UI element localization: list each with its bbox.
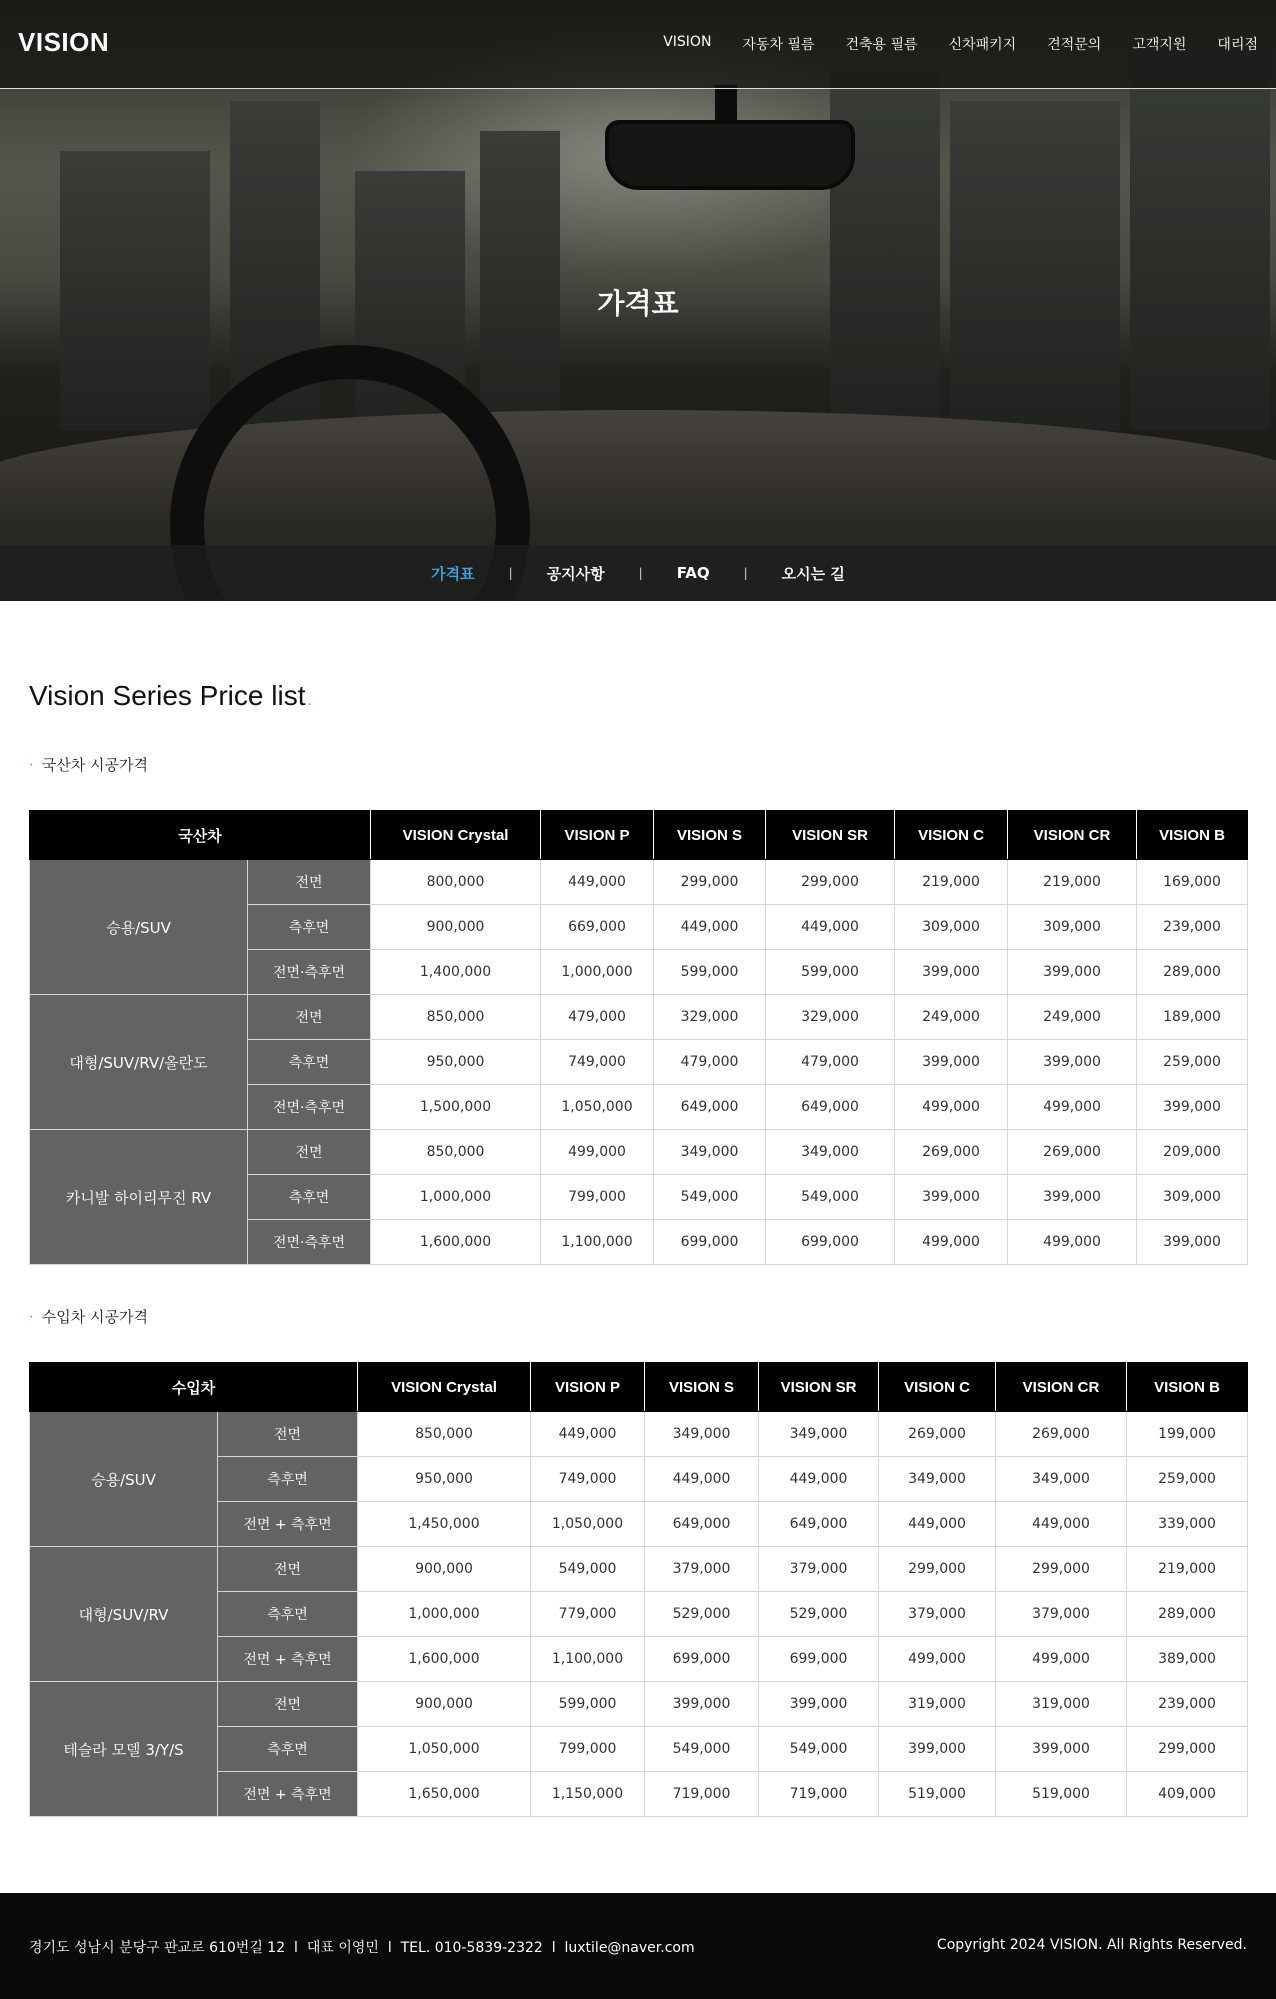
domestic-section-label [29,754,148,775]
price-cell: 339,000 [1127,1502,1248,1547]
vehicle-group-cell: 카니발 하이리무진 RV [30,1130,248,1265]
window-type-cell: 측후면 [218,1592,358,1637]
bullet-icon: · [29,756,34,774]
price-cell: 499,000 [996,1637,1127,1682]
nav-item-vision[interactable]: VISION [663,34,712,50]
nav-item-dealer[interactable]: 대리점 [1217,37,1258,53]
price-cell: 1,050,000 [541,1085,654,1130]
price-cell: 319,000 [879,1682,996,1727]
price-cell: 399,000 [1008,1175,1137,1220]
price-cell: 479,000 [654,1040,766,1085]
subnav-separator: | [743,566,748,580]
price-cell: 549,000 [654,1175,766,1220]
price-cell: 379,000 [879,1592,996,1637]
subnav-price-list[interactable]: 가격표 [431,564,475,583]
price-cell: 599,000 [654,950,766,995]
table-row [30,995,1248,1040]
price-cell: 399,000 [1137,1220,1248,1265]
price-cell: 449,000 [759,1457,879,1502]
price-cell: 449,000 [766,905,895,950]
price-cell: 289,000 [1127,1592,1248,1637]
header-product: VISION Crystal [358,1363,531,1412]
price-cell: 349,000 [759,1412,879,1457]
subnav-notice[interactable]: 공지사항 [546,564,605,583]
price-cell: 599,000 [766,950,895,995]
header-product: VISION C [879,1363,996,1412]
header-product: VISION S [645,1363,759,1412]
price-cell: 399,000 [895,1040,1008,1085]
price-cell: 749,000 [541,1040,654,1085]
price-cell: 499,000 [1008,1220,1137,1265]
window-type-cell: 전면 [218,1682,358,1727]
price-cell: 699,000 [654,1220,766,1265]
sub-nav [0,545,1276,601]
price-cell: 269,000 [895,1130,1008,1175]
price-cell: 449,000 [654,905,766,950]
subnav-faq[interactable]: FAQ [676,564,710,582]
price-cell: 950,000 [371,1040,541,1085]
price-cell: 269,000 [879,1412,996,1457]
window-type-cell: 전면 + 측후면 [218,1637,358,1682]
price-cell: 399,000 [996,1727,1127,1772]
footer-email[interactable]: luxtile@naver.com [564,1940,695,1956]
hero-banner [0,0,1276,601]
price-cell: 1,000,000 [371,1175,541,1220]
price-cell: 799,000 [541,1175,654,1220]
price-cell: 329,000 [654,995,766,1040]
price-cell: 289,000 [1137,950,1248,995]
price-cell: 199,000 [1127,1412,1248,1457]
price-cell: 449,000 [531,1412,645,1457]
window-type-cell: 전면 + 측후면 [218,1502,358,1547]
nav-item-new-car-package[interactable]: 신차패키지 [948,37,1017,53]
vehicle-group-cell: 승용/SUV [30,860,248,995]
header-product: VISION S [654,811,766,860]
price-cell: 399,000 [1008,950,1137,995]
table-row [30,860,1248,905]
price-cell: 299,000 [1127,1727,1248,1772]
footer-address: 경기도 성남시 분당구 판교로 610번길 12 [29,1940,286,1956]
domestic-price-table [29,810,1248,1265]
header-product: VISION Crystal [371,811,541,860]
price-cell: 349,000 [645,1412,759,1457]
imported-price-table [29,1362,1248,1817]
page-title-text: Vision Series Price list [29,680,306,711]
price-cell: 719,000 [759,1772,879,1817]
price-cell: 519,000 [879,1772,996,1817]
window-type-cell: 전면 [218,1412,358,1457]
price-cell: 1,400,000 [371,950,541,995]
price-cell: 399,000 [645,1682,759,1727]
price-cell: 529,000 [759,1592,879,1637]
price-cell: 1,000,000 [541,950,654,995]
header-category: 수입차 [30,1363,358,1412]
price-cell: 239,000 [1137,905,1248,950]
header-product: VISION CR [1008,811,1137,860]
window-type-cell: 전면 + 측후면 [218,1772,358,1817]
price-cell: 850,000 [358,1412,531,1457]
price-cell: 1,050,000 [358,1727,531,1772]
price-cell: 169,000 [1137,860,1248,905]
price-cell: 1,600,000 [371,1220,541,1265]
price-cell: 209,000 [1137,1130,1248,1175]
window-type-cell: 측후면 [248,1175,371,1220]
price-cell: 399,000 [1137,1085,1248,1130]
header-product: VISION C [895,811,1008,860]
price-cell: 719,000 [645,1772,759,1817]
table-row [30,1547,1248,1592]
price-cell: 599,000 [531,1682,645,1727]
table-row [30,1412,1248,1457]
price-cell: 1,100,000 [541,1220,654,1265]
price-cell: 219,000 [1008,860,1137,905]
price-cell: 699,000 [766,1220,895,1265]
price-cell: 269,000 [996,1412,1127,1457]
price-cell: 379,000 [759,1547,879,1592]
table-header-row [30,1363,1248,1412]
price-cell: 749,000 [531,1457,645,1502]
price-cell: 499,000 [895,1085,1008,1130]
price-cell: 449,000 [879,1502,996,1547]
footer-separator: l [294,1940,298,1956]
price-cell: 239,000 [1127,1682,1248,1727]
price-cell: 900,000 [371,905,541,950]
header-product: VISION SR [766,811,895,860]
footer-info [29,1937,695,1957]
header-product: VISION B [1137,811,1248,860]
price-cell: 950,000 [358,1457,531,1502]
price-cell: 249,000 [895,995,1008,1040]
price-cell: 309,000 [1008,905,1137,950]
window-type-cell: 전면·측후면 [248,1085,371,1130]
title-dot: . [307,692,312,709]
price-cell: 1,150,000 [531,1772,645,1817]
price-cell: 850,000 [371,1130,541,1175]
header-product: VISION P [531,1363,645,1412]
price-cell: 269,000 [1008,1130,1137,1175]
price-cell: 649,000 [766,1085,895,1130]
price-cell: 399,000 [1008,1040,1137,1085]
nav-item-support[interactable]: 고객지원 [1132,37,1187,53]
price-cell: 349,000 [766,1130,895,1175]
price-cell: 800,000 [371,860,541,905]
subnav-separator: | [638,566,643,580]
footer [0,1893,1276,1999]
header-product: VISION SR [759,1363,879,1412]
price-cell: 449,000 [996,1502,1127,1547]
price-cell: 529,000 [645,1592,759,1637]
window-type-cell: 측후면 [248,1040,371,1085]
window-type-cell: 전면·측후면 [248,950,371,995]
price-cell: 479,000 [541,995,654,1040]
window-type-cell: 측후면 [218,1727,358,1772]
price-cell: 900,000 [358,1682,531,1727]
window-type-cell: 전면 [248,1130,371,1175]
imported-label-text: 수입차 시공가격 [41,1308,148,1326]
price-cell: 649,000 [645,1502,759,1547]
price-cell: 299,000 [766,860,895,905]
header-product: VISION CR [996,1363,1127,1412]
price-cell: 329,000 [766,995,895,1040]
footer-tel: TEL. 010-5839-2322 [400,1940,543,1956]
price-cell: 519,000 [996,1772,1127,1817]
price-cell: 499,000 [879,1637,996,1682]
footer-ceo: 대표 이영민 [306,1940,379,1956]
window-type-cell: 측후면 [218,1457,358,1502]
price-cell: 669,000 [541,905,654,950]
price-cell: 699,000 [759,1637,879,1682]
price-cell: 449,000 [541,860,654,905]
header-product: VISION B [1127,1363,1248,1412]
price-cell: 649,000 [759,1502,879,1547]
nav-item-car-film[interactable]: 자동차 필름 [742,37,815,53]
price-cell: 319,000 [996,1682,1127,1727]
header-category: 국산차 [30,811,371,860]
price-cell: 189,000 [1137,995,1248,1040]
vehicle-group-cell: 대형/SUV/RV [30,1547,218,1682]
vehicle-group-cell: 대형/SUV/RV/올란도 [30,995,248,1130]
price-cell: 850,000 [371,995,541,1040]
logo[interactable]: VISION [18,27,110,57]
subnav-separator: | [508,566,513,580]
price-cell: 1,500,000 [371,1085,541,1130]
price-cell: 1,650,000 [358,1772,531,1817]
price-cell: 379,000 [645,1547,759,1592]
price-cell: 349,000 [996,1457,1127,1502]
price-cell: 449,000 [645,1457,759,1502]
price-cell: 299,000 [996,1547,1127,1592]
top-navbar [0,0,1276,89]
table-header-row [30,811,1248,860]
price-cell: 499,000 [1008,1085,1137,1130]
price-cell: 900,000 [358,1547,531,1592]
price-cell: 799,000 [531,1727,645,1772]
vehicle-group-cell: 승용/SUV [30,1412,218,1547]
price-cell: 299,000 [879,1547,996,1592]
price-cell: 549,000 [531,1547,645,1592]
price-cell: 249,000 [1008,995,1137,1040]
price-cell: 499,000 [541,1130,654,1175]
price-cell: 309,000 [1137,1175,1248,1220]
price-cell: 649,000 [654,1085,766,1130]
footer-separator: l [551,1940,556,1956]
window-type-cell: 전면 [248,860,371,905]
nav-item-building-film[interactable]: 건축용 필름 [845,37,918,53]
price-cell: 699,000 [645,1637,759,1682]
price-cell: 219,000 [1127,1547,1248,1592]
price-cell: 399,000 [879,1727,996,1772]
price-cell: 379,000 [996,1592,1127,1637]
price-cell: 309,000 [895,905,1008,950]
nav-item-quote[interactable]: 견적문의 [1047,37,1102,53]
main-nav [632,34,1258,54]
price-cell: 1,450,000 [358,1502,531,1547]
price-cell: 399,000 [759,1682,879,1727]
price-cell: 349,000 [654,1130,766,1175]
price-cell: 299,000 [654,860,766,905]
hero-title: 가격표 [597,287,679,320]
bullet-icon: · [29,1308,34,1326]
price-cell: 349,000 [879,1457,996,1502]
price-cell: 499,000 [895,1220,1008,1265]
price-cell: 1,050,000 [531,1502,645,1547]
price-cell: 549,000 [766,1175,895,1220]
price-cell: 1,100,000 [531,1637,645,1682]
imported-section-label [29,1306,148,1327]
window-type-cell: 전면·측후면 [248,1220,371,1265]
price-cell: 779,000 [531,1592,645,1637]
price-cell: 399,000 [895,950,1008,995]
domestic-label-text: 국산차 시공가격 [41,756,148,774]
footer-copyright: Copyright 2024 VISION. All Rights Reserved. [936,1937,1247,1953]
window-type-cell: 측후면 [248,905,371,950]
page-title [29,680,312,712]
window-type-cell: 전면 [218,1547,358,1592]
price-cell: 389,000 [1127,1637,1248,1682]
price-cell: 259,000 [1137,1040,1248,1085]
window-type-cell: 전면 [248,995,371,1040]
header-product: VISION P [541,811,654,860]
price-cell: 1,600,000 [358,1637,531,1682]
price-cell: 259,000 [1127,1457,1248,1502]
vehicle-group-cell: 테슬라 모델 3/Y/S [30,1682,218,1817]
table-row [30,1682,1248,1727]
footer-separator: l [387,1940,392,1956]
price-cell: 409,000 [1127,1772,1248,1817]
price-cell: 479,000 [766,1040,895,1085]
table-row [30,1130,1248,1175]
price-cell: 1,000,000 [358,1592,531,1637]
price-cell: 549,000 [759,1727,879,1772]
price-cell: 399,000 [895,1175,1008,1220]
price-cell: 219,000 [895,860,1008,905]
subnav-directions[interactable]: 오시는 길 [781,564,845,583]
price-cell: 549,000 [645,1727,759,1772]
